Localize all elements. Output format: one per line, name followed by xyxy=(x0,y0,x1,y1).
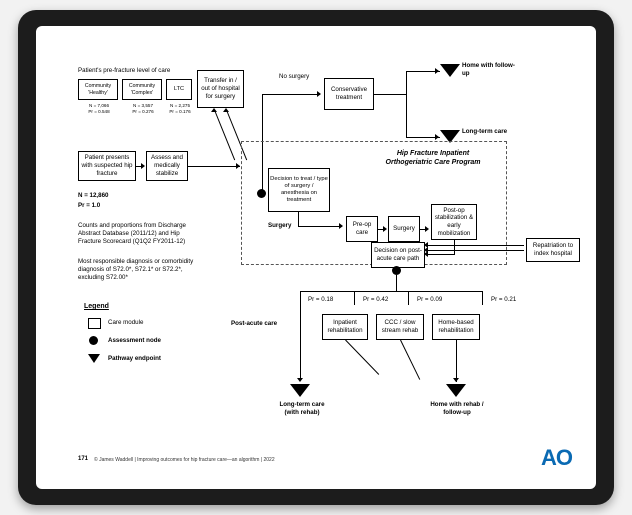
legend-assessment-node-label: Assessment node xyxy=(108,337,161,344)
endpoint-long-term-care-label: Long-term care xyxy=(462,128,508,135)
no-surgery-label: No surgery xyxy=(279,73,310,80)
prob-ccc: Pr = 0.42 xyxy=(363,296,389,303)
total-pr: Pr = 1.0 xyxy=(78,202,101,209)
connector-conservative-split xyxy=(374,94,406,95)
postop-stabilization-box: Post-op stabilization & early mobilization xyxy=(431,204,477,240)
arrowhead-home-rehab xyxy=(453,378,459,382)
inpatient-rehab-box: Inpatient rehabilitation xyxy=(322,314,368,340)
prob-inpatient: Pr = 0.18 xyxy=(308,296,334,303)
endpoint-ltc-with-rehab-icon xyxy=(290,384,310,397)
legend-pathway-endpoint-icon xyxy=(88,354,100,363)
post-acute-care-label: Post-acute care xyxy=(231,320,278,327)
prob-fourth: Pr = 0.21 xyxy=(491,296,517,303)
home-based-rehab-box: Home-based rehabilitation xyxy=(432,314,480,340)
prefracture-box-community-complex xyxy=(122,79,162,100)
decision-postacute-box: Decision on post-acute care path xyxy=(371,242,425,268)
arrowhead-preop-surgery xyxy=(383,226,387,232)
endpoint-ltc-with-rehab-label: Long-term care (with rehab) xyxy=(279,401,325,417)
prefracture-complex-n: N = 3,557 xyxy=(132,103,154,108)
note-counts: Counts and proportions from Discharge Abstract Database (2011/12) and Hip Fracture Scorecard (Q1Q2 FY2011-12) xyxy=(78,222,186,246)
footer-credit: © James Waddell | Improving outcomes for hip fracture care—an algorithm | 2022 xyxy=(94,457,275,463)
prefracture-box-community-healthy xyxy=(78,79,118,100)
footer-page-number: 171 xyxy=(78,456,89,462)
arrowhead-to-preop xyxy=(339,223,343,229)
assessment-node-postacute xyxy=(392,266,401,275)
orthogeriatric-program-title: Hip Fracture Inpatient Orthogeriatric Care Program xyxy=(385,150,481,166)
algorithm-diagram xyxy=(36,26,596,489)
arrowhead-transfer-up-a xyxy=(211,108,217,112)
connector-decision-down xyxy=(298,212,299,226)
connector-postop-left xyxy=(428,254,455,255)
prefracture-box-ltc: LTC xyxy=(166,79,192,100)
note-diagnosis: Most responsible diagnosis or comorbidity diagnosis of S72.0*, S72.1* or S72.2*, excluding S72.00* xyxy=(78,258,194,282)
arrowhead-to-conservative xyxy=(317,91,321,97)
prefracture-ltc-n: N = 2,275 xyxy=(169,103,191,108)
legend-assessment-node-icon xyxy=(89,336,98,345)
conservative-treatment-box: Conservative treatment xyxy=(324,78,374,110)
legend-care-module-label: Care module xyxy=(108,319,144,326)
arrowhead-assess-decision xyxy=(236,163,240,169)
prefracture-label: Patient's pre-fracture level of care xyxy=(78,67,171,74)
connector-split-vertical xyxy=(406,71,407,137)
assess-stabilize-box: Assess and medically stabilize xyxy=(146,151,188,181)
connector-branch-3 xyxy=(408,291,409,305)
endpoint-home-follow-up-label: Home with follow-up xyxy=(462,62,515,78)
endpoint-home-with-rehab-label: Home with rehab / follow-up xyxy=(430,401,484,417)
surgery-path-label: Surgery xyxy=(268,222,292,229)
total-n: N = 12,860 xyxy=(78,192,109,199)
arrowhead-repatriation-b xyxy=(424,247,428,253)
connector-repatriation-a xyxy=(428,245,524,246)
connector-inpatient-to-home xyxy=(345,340,379,375)
endpoint-home-with-rehab-icon xyxy=(446,384,466,397)
decision-to-treat-box: Decision to treat / type of surgery / anesthesia on treatment xyxy=(268,168,330,212)
connector-homebased-to-home xyxy=(456,340,457,382)
connector-ltc-down xyxy=(300,305,301,380)
patient-presents-box: Patient presents with suspected hip fracture xyxy=(78,151,136,181)
prob-home-based: Pr = 0.09 xyxy=(417,296,443,303)
surgery-box: Surgery xyxy=(388,216,420,242)
legend-care-module-icon xyxy=(88,318,101,329)
ccc-rehab-box: CCC / slow stream rehab xyxy=(376,314,424,340)
connector-node-down xyxy=(396,275,397,291)
connector-assess-decision xyxy=(188,166,240,167)
connector-postacute-bus xyxy=(300,291,482,292)
connector-branch-4 xyxy=(482,291,483,305)
prefracture-complex-pr: Pr = 0.276 xyxy=(132,109,154,114)
transfer-box: Transfer in / out of hospital for surgery xyxy=(197,70,244,108)
connector-branch-2 xyxy=(354,291,355,305)
arrowhead-presents-assess xyxy=(141,163,145,169)
ao-logo: AO xyxy=(541,445,572,470)
prefracture-ltc-pr: Pr = 0.176 xyxy=(169,109,191,114)
connector-transfer-decision-a xyxy=(214,110,235,160)
connector-repatriation-b xyxy=(428,250,524,251)
prefracture-healthy-n: N = 7,066 xyxy=(88,103,110,108)
arrowhead-ltc-rehab xyxy=(297,378,303,382)
arrowhead-transfer-up-b xyxy=(223,108,229,112)
connector-down-to-preop xyxy=(298,226,342,227)
arrowhead-long-term-care xyxy=(435,134,439,140)
legend-title: Legend xyxy=(84,303,109,310)
endpoint-home-follow-up-icon xyxy=(440,64,460,77)
preop-care-box: Pre-op care xyxy=(346,216,378,242)
prefracture-box-community-healthy-label: Community 'Healthy' xyxy=(84,83,112,96)
arrowhead-surgery-postop xyxy=(425,226,429,232)
connector-postop-down xyxy=(454,240,455,254)
repatriation-box: Repatriation to index hospital xyxy=(526,238,580,262)
slide-screen xyxy=(36,26,596,489)
connector-branch-1 xyxy=(300,291,301,305)
assessment-node-decision-treat xyxy=(257,189,266,198)
arrowhead-home-followup xyxy=(435,68,439,74)
connector-ccc-to-home xyxy=(400,340,420,380)
prefracture-box-community-complex-label: Community 'Complex' xyxy=(128,83,156,96)
legend-pathway-endpoint-label: Pathway endpoint xyxy=(108,355,161,362)
prefracture-healthy-pr: Pr = 0.548 xyxy=(88,109,110,114)
connector-up-to-conservative xyxy=(262,94,320,95)
